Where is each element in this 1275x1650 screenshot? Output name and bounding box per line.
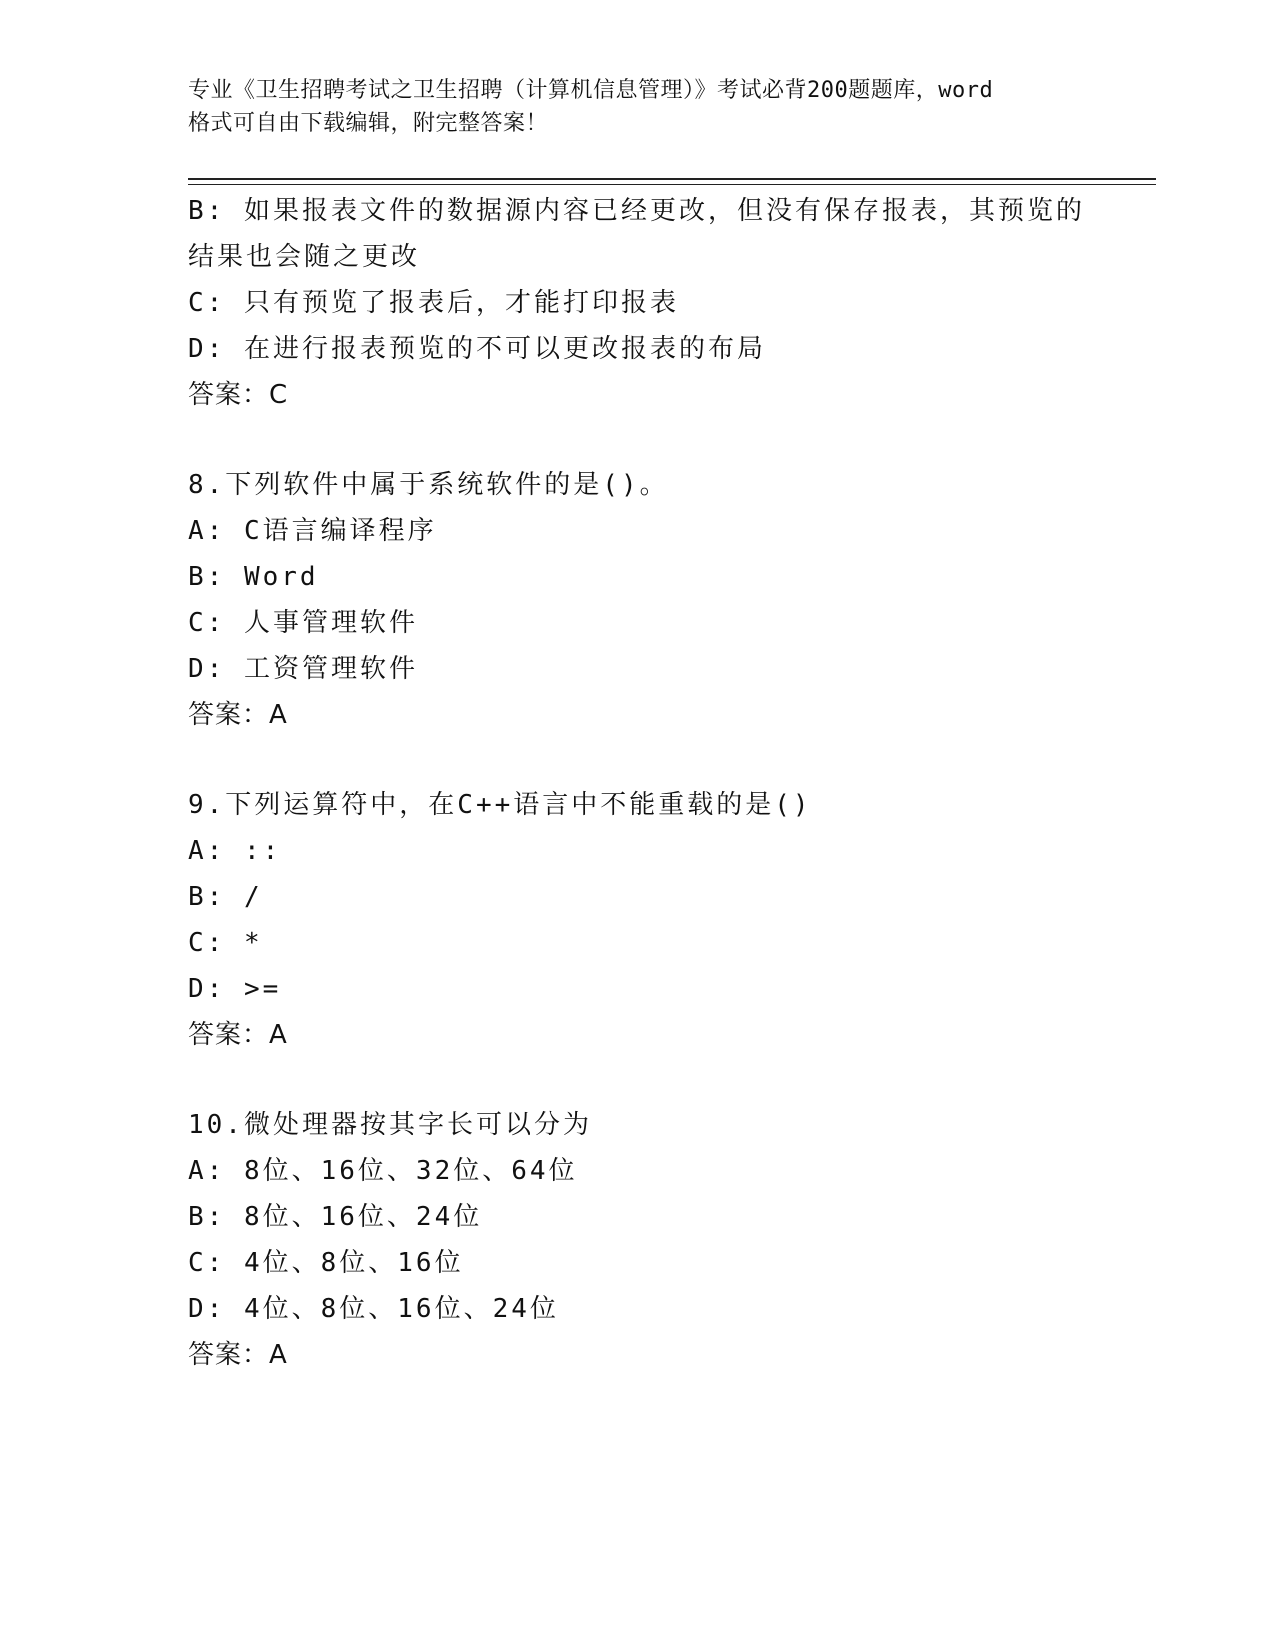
question-content bbox=[188, 188, 1108, 1378]
header-line-1: 专业《卫生招聘考试之卫生招聘（计算机信息管理）》考试必背200题题库，word bbox=[188, 78, 994, 103]
option-d: D: 工资管理软件 bbox=[188, 654, 418, 684]
question-text: 10.微处理器按其字长可以分为 bbox=[188, 1110, 592, 1140]
document-header bbox=[188, 74, 1088, 140]
option-c: C: * bbox=[188, 928, 263, 958]
option-c: C: 人事管理软件 bbox=[188, 608, 418, 638]
option-b: B: / bbox=[188, 882, 263, 912]
option-d: D: >= bbox=[188, 974, 282, 1004]
option-b: B: Word bbox=[188, 562, 319, 592]
option-c: C: 只有预览了报表后，才能打印报表 bbox=[188, 288, 679, 318]
option-a: A: 8位、16位、32位、64位 bbox=[188, 1156, 578, 1186]
option-a: A: C语言编译程序 bbox=[188, 516, 437, 546]
answer: 答案：A bbox=[188, 1340, 288, 1370]
option-b-continued: 结果也会随之更改 bbox=[188, 242, 421, 272]
option-a: A: :: bbox=[188, 836, 282, 866]
header-line-2: 格式可自由下载编辑，附完整答案！ bbox=[188, 111, 549, 136]
option-d: D: 在进行报表预览的不可以更改报表的布局 bbox=[188, 334, 766, 364]
header-divider-thin bbox=[188, 184, 1156, 185]
question-block-7-continued bbox=[188, 188, 1108, 418]
question-block-9 bbox=[188, 782, 1108, 1058]
option-d: D: 4位、8位、16位、24位 bbox=[188, 1294, 559, 1324]
option-b: B: 8位、16位、24位 bbox=[188, 1202, 483, 1232]
question-text: 9.下列运算符中，在C++语言中不能重载的是() bbox=[188, 790, 812, 820]
question-block-8 bbox=[188, 462, 1108, 738]
option-b: B: 如果报表文件的数据源内容已经更改，但没有保存报表，其预览的 bbox=[188, 196, 1085, 226]
option-c: C: 4位、8位、16位 bbox=[188, 1248, 464, 1278]
answer: 答案：A bbox=[188, 1020, 288, 1050]
answer: 答案：A bbox=[188, 700, 288, 730]
question-text: 8.下列软件中属于系统软件的是()。 bbox=[188, 470, 669, 500]
answer: 答案：C bbox=[188, 380, 289, 410]
question-block-10 bbox=[188, 1102, 1108, 1378]
header-divider-thick bbox=[188, 178, 1156, 180]
